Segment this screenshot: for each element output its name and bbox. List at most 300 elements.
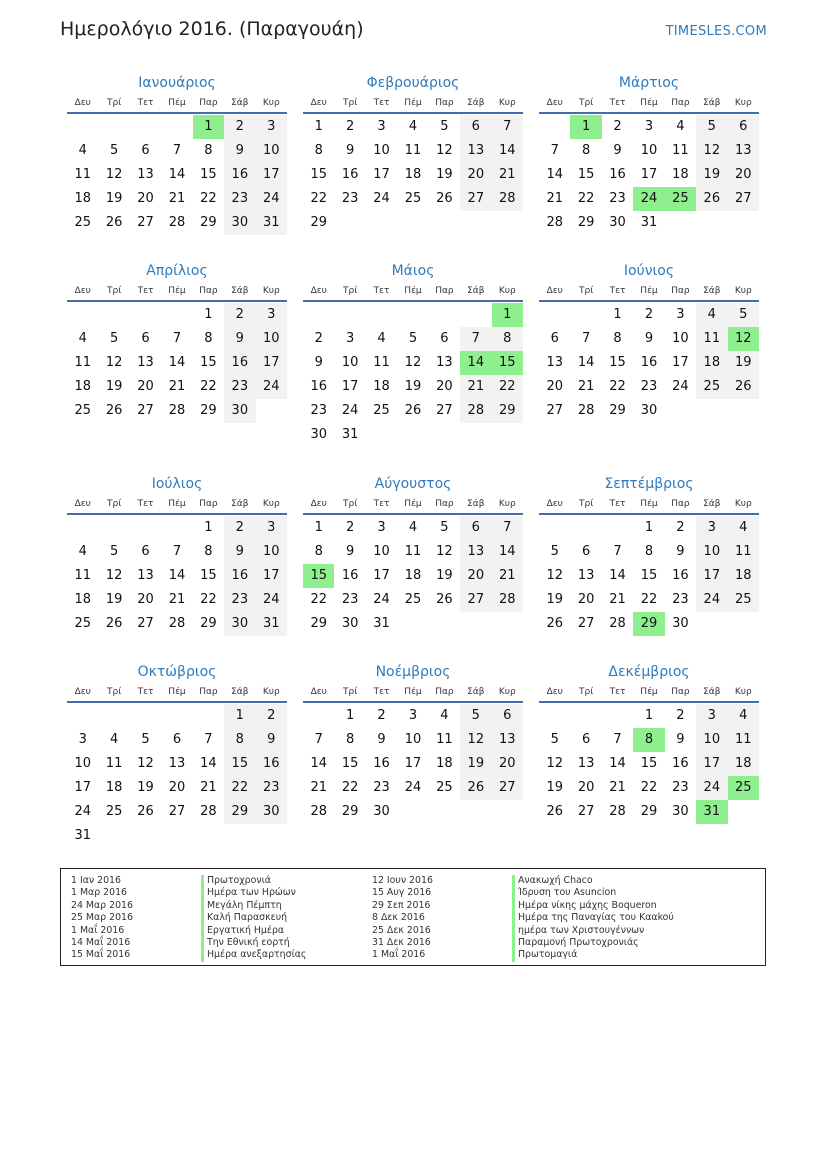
day-cell[interactable]: 28 <box>168 215 186 230</box>
day-cell[interactable]: 24 <box>341 403 359 418</box>
day-cell[interactable]: 9 <box>224 540 255 564</box>
day-cell[interactable]: 11 <box>74 355 91 370</box>
day-cell[interactable]: 7 <box>172 143 182 158</box>
day-cell[interactable]: 12 <box>404 355 422 370</box>
day-cell[interactable]: 5 <box>696 115 727 139</box>
day-cell[interactable]: 11 <box>728 728 759 752</box>
day-cell[interactable]: 12 <box>137 756 154 771</box>
day-cell[interactable]: 25 <box>696 375 727 399</box>
day-cell[interactable]: 31 <box>373 616 390 631</box>
day-cell[interactable]: 13 <box>460 540 491 564</box>
day-cell[interactable]: 6 <box>460 115 491 139</box>
day-cell[interactable]: 9 <box>644 331 654 346</box>
day-cell[interactable]: 20 <box>460 564 491 588</box>
day-cell[interactable]: 12 <box>436 143 453 158</box>
day-cell[interactable]: 16 <box>310 379 327 394</box>
day-cell[interactable]: 27 <box>137 215 154 230</box>
holiday-day-cell[interactable]: 8 <box>633 728 664 752</box>
day-cell[interactable]: 8 <box>492 327 523 351</box>
day-cell[interactable]: 9 <box>224 327 255 351</box>
day-cell[interactable]: 26 <box>436 592 453 607</box>
day-cell[interactable]: 31 <box>74 828 91 843</box>
day-cell[interactable]: 13 <box>577 756 595 771</box>
day-cell[interactable]: 8 <box>204 544 213 559</box>
day-cell[interactable]: 13 <box>460 139 491 163</box>
day-cell[interactable]: 9 <box>676 732 685 747</box>
brand-link[interactable]: TIMESLES.COM <box>665 24 767 39</box>
day-cell[interactable]: 9 <box>345 143 355 158</box>
day-cell[interactable]: 12 <box>105 355 123 370</box>
day-cell[interactable]: 2 <box>224 115 255 139</box>
day-cell[interactable]: 14 <box>168 568 186 583</box>
day-cell[interactable]: 30 <box>609 215 626 230</box>
day-cell[interactable]: 5 <box>460 704 491 728</box>
day-cell[interactable]: 30 <box>640 403 658 418</box>
day-cell[interactable]: 21 <box>492 163 523 187</box>
day-cell[interactable]: 9 <box>314 355 323 370</box>
day-cell[interactable]: 19 <box>404 379 422 394</box>
day-cell[interactable]: 5 <box>109 544 119 559</box>
day-cell[interactable]: 7 <box>172 544 182 559</box>
day-cell[interactable]: 10 <box>256 540 287 564</box>
day-cell[interactable]: 23 <box>341 592 359 607</box>
day-cell[interactable]: 14 <box>492 540 523 564</box>
day-cell[interactable]: 2 <box>644 307 654 322</box>
day-cell[interactable]: 10 <box>256 327 287 351</box>
day-cell[interactable]: 23 <box>373 780 390 795</box>
day-cell[interactable]: 25 <box>404 592 422 607</box>
day-cell[interactable]: 9 <box>377 732 386 747</box>
day-cell[interactable]: 7 <box>314 732 323 747</box>
day-cell[interactable]: 29 <box>609 403 626 418</box>
day-cell[interactable]: 16 <box>609 167 626 182</box>
day-cell[interactable]: 26 <box>728 375 759 399</box>
day-cell[interactable]: 22 <box>200 191 217 206</box>
day-cell[interactable]: 30 <box>224 211 255 235</box>
day-cell[interactable]: 22 <box>224 776 255 800</box>
day-cell[interactable]: 28 <box>168 616 186 631</box>
day-cell[interactable]: 19 <box>105 592 123 607</box>
day-cell[interactable]: 2 <box>345 520 355 535</box>
day-cell[interactable]: 22 <box>310 592 327 607</box>
day-cell[interactable]: 15 <box>577 167 595 182</box>
day-cell[interactable]: 10 <box>373 143 390 158</box>
day-cell[interactable]: 23 <box>672 780 689 795</box>
day-cell[interactable]: 27 <box>546 403 563 418</box>
day-cell[interactable]: 27 <box>577 616 595 631</box>
day-cell[interactable]: 21 <box>546 191 563 206</box>
day-cell[interactable]: 17 <box>640 167 658 182</box>
day-cell[interactable]: 2 <box>224 303 255 327</box>
day-cell[interactable]: 29 <box>224 800 255 824</box>
day-cell[interactable]: 19 <box>728 351 759 375</box>
day-cell[interactable]: 5 <box>550 732 559 747</box>
day-cell[interactable]: 29 <box>200 403 217 418</box>
day-cell[interactable]: 3 <box>644 119 654 134</box>
day-cell[interactable]: 17 <box>373 167 390 182</box>
holiday-day-cell[interactable]: 14 <box>460 351 491 375</box>
day-cell[interactable]: 11 <box>672 143 689 158</box>
day-cell[interactable]: 30 <box>341 616 359 631</box>
day-cell[interactable]: 10 <box>696 540 727 564</box>
day-cell[interactable]: 5 <box>550 544 559 559</box>
day-cell[interactable]: 18 <box>105 780 123 795</box>
day-cell[interactable]: 12 <box>105 568 123 583</box>
day-cell[interactable]: 2 <box>613 119 622 134</box>
day-cell[interactable]: 16 <box>224 564 255 588</box>
day-cell[interactable]: 6 <box>141 544 150 559</box>
day-cell[interactable]: 30 <box>224 399 255 423</box>
day-cell[interactable]: 18 <box>74 379 91 394</box>
day-cell[interactable]: 9 <box>613 143 622 158</box>
day-cell[interactable]: 3 <box>377 119 386 134</box>
day-cell[interactable]: 18 <box>74 191 91 206</box>
day-cell[interactable]: 24 <box>256 187 287 211</box>
day-cell[interactable]: 22 <box>341 780 359 795</box>
day-cell[interactable]: 22 <box>640 592 658 607</box>
day-cell[interactable]: 9 <box>345 544 355 559</box>
day-cell[interactable]: 11 <box>74 568 91 583</box>
day-cell[interactable]: 24 <box>696 776 727 800</box>
day-cell[interactable]: 1 <box>613 307 622 322</box>
day-cell[interactable]: 28 <box>609 616 626 631</box>
day-cell[interactable]: 20 <box>546 379 563 394</box>
day-cell[interactable]: 16 <box>373 756 390 771</box>
day-cell[interactable]: 3 <box>256 115 287 139</box>
day-cell[interactable]: 27 <box>492 776 523 800</box>
day-cell[interactable]: 13 <box>436 355 453 370</box>
day-cell[interactable]: 15 <box>224 752 255 776</box>
day-cell[interactable]: 27 <box>436 403 453 418</box>
day-cell[interactable]: 26 <box>696 187 727 211</box>
day-cell[interactable]: 3 <box>408 708 418 723</box>
day-cell[interactable]: 17 <box>74 780 91 795</box>
day-cell[interactable]: 16 <box>224 163 255 187</box>
day-cell[interactable]: 2 <box>676 708 685 723</box>
day-cell[interactable]: 24 <box>373 191 390 206</box>
day-cell[interactable]: 18 <box>436 756 453 771</box>
day-cell[interactable]: 1 <box>224 704 255 728</box>
day-cell[interactable]: 26 <box>105 403 123 418</box>
day-cell[interactable]: 18 <box>696 351 727 375</box>
day-cell[interactable]: 13 <box>492 728 523 752</box>
day-cell[interactable]: 24 <box>672 379 689 394</box>
day-cell[interactable]: 30 <box>256 800 287 824</box>
holiday-day-cell[interactable]: 12 <box>728 327 759 351</box>
day-cell[interactable]: 12 <box>696 139 727 163</box>
day-cell[interactable]: 25 <box>373 403 390 418</box>
day-cell[interactable]: 4 <box>78 544 87 559</box>
day-cell[interactable]: 3 <box>676 307 685 322</box>
day-cell[interactable]: 29 <box>341 804 359 819</box>
day-cell[interactable]: 1 <box>644 520 654 535</box>
day-cell[interactable]: 20 <box>137 379 154 394</box>
day-cell[interactable]: 14 <box>310 756 327 771</box>
day-cell[interactable]: 30 <box>672 616 689 631</box>
day-cell[interactable]: 27 <box>460 187 491 211</box>
day-cell[interactable]: 18 <box>728 752 759 776</box>
day-cell[interactable]: 12 <box>436 544 453 559</box>
day-cell[interactable]: 23 <box>224 187 255 211</box>
day-cell[interactable]: 17 <box>256 564 287 588</box>
day-cell[interactable]: 5 <box>109 143 119 158</box>
day-cell[interactable]: 14 <box>492 139 523 163</box>
day-cell[interactable]: 27 <box>460 588 491 612</box>
day-cell[interactable]: 13 <box>168 756 186 771</box>
day-cell[interactable]: 23 <box>640 379 658 394</box>
day-cell[interactable]: 18 <box>404 167 422 182</box>
day-cell[interactable]: 19 <box>105 379 123 394</box>
day-cell[interactable]: 29 <box>310 215 327 230</box>
day-cell[interactable]: 26 <box>137 804 154 819</box>
holiday-day-cell[interactable]: 25 <box>728 776 759 800</box>
day-cell[interactable]: 31 <box>256 612 287 636</box>
day-cell[interactable]: 15 <box>200 167 217 182</box>
day-cell[interactable]: 17 <box>404 756 422 771</box>
day-cell[interactable]: 27 <box>577 804 595 819</box>
day-cell[interactable]: 22 <box>200 379 217 394</box>
day-cell[interactable]: 28 <box>492 588 523 612</box>
day-cell[interactable]: 2 <box>224 516 255 540</box>
day-cell[interactable]: 25 <box>404 191 422 206</box>
day-cell[interactable]: 20 <box>137 592 154 607</box>
day-cell[interactable]: 6 <box>440 331 449 346</box>
day-cell[interactable]: 10 <box>404 732 422 747</box>
day-cell[interactable]: 27 <box>137 403 154 418</box>
day-cell[interactable]: 7 <box>204 732 213 747</box>
day-cell[interactable]: 30 <box>224 612 255 636</box>
day-cell[interactable]: 29 <box>492 399 523 423</box>
day-cell[interactable]: 6 <box>141 331 150 346</box>
day-cell[interactable]: 5 <box>440 119 449 134</box>
day-cell[interactable]: 6 <box>460 516 491 540</box>
day-cell[interactable]: 6 <box>581 732 591 747</box>
day-cell[interactable]: 17 <box>341 379 359 394</box>
holiday-day-cell[interactable]: 24 <box>633 187 664 211</box>
day-cell[interactable]: 15 <box>310 167 327 182</box>
day-cell[interactable]: 15 <box>341 756 359 771</box>
day-cell[interactable]: 3 <box>256 516 287 540</box>
day-cell[interactable]: 7 <box>550 143 559 158</box>
day-cell[interactable]: 3 <box>78 732 87 747</box>
day-cell[interactable]: 21 <box>609 592 626 607</box>
day-cell[interactable]: 12 <box>105 167 123 182</box>
day-cell[interactable]: 28 <box>460 399 491 423</box>
day-cell[interactable]: 14 <box>168 355 186 370</box>
day-cell[interactable]: 24 <box>256 588 287 612</box>
day-cell[interactable]: 1 <box>314 520 323 535</box>
day-cell[interactable]: 23 <box>609 191 626 206</box>
holiday-day-cell[interactable]: 15 <box>303 564 334 588</box>
day-cell[interactable]: 21 <box>168 379 186 394</box>
day-cell[interactable]: 6 <box>141 143 150 158</box>
day-cell[interactable]: 27 <box>137 616 154 631</box>
day-cell[interactable]: 7 <box>172 331 182 346</box>
day-cell[interactable]: 9 <box>256 728 287 752</box>
day-cell[interactable]: 17 <box>696 564 727 588</box>
day-cell[interactable]: 2 <box>377 708 386 723</box>
day-cell[interactable]: 24 <box>404 780 422 795</box>
day-cell[interactable]: 8 <box>644 544 654 559</box>
day-cell[interactable]: 25 <box>74 403 91 418</box>
day-cell[interactable]: 14 <box>577 355 595 370</box>
day-cell[interactable]: 8 <box>204 143 213 158</box>
day-cell[interactable]: 20 <box>436 379 453 394</box>
day-cell[interactable]: 11 <box>728 540 759 564</box>
day-cell[interactable]: 10 <box>640 143 658 158</box>
day-cell[interactable]: 30 <box>373 804 390 819</box>
day-cell[interactable]: 31 <box>341 427 359 442</box>
day-cell[interactable]: 19 <box>460 752 491 776</box>
day-cell[interactable]: 1 <box>644 708 654 723</box>
day-cell[interactable]: 26 <box>404 403 422 418</box>
day-cell[interactable]: 26 <box>546 616 563 631</box>
day-cell[interactable]: 29 <box>200 616 217 631</box>
day-cell[interactable]: 20 <box>728 163 759 187</box>
day-cell[interactable]: 4 <box>728 516 759 540</box>
day-cell[interactable]: 3 <box>696 704 727 728</box>
day-cell[interactable]: 14 <box>200 756 217 771</box>
day-cell[interactable]: 4 <box>440 708 449 723</box>
day-cell[interactable]: 13 <box>137 355 154 370</box>
day-cell[interactable]: 8 <box>314 544 323 559</box>
day-cell[interactable]: 8 <box>314 143 323 158</box>
day-cell[interactable]: 1 <box>314 119 323 134</box>
day-cell[interactable]: 23 <box>341 191 359 206</box>
day-cell[interactable]: 4 <box>676 119 685 134</box>
day-cell[interactable]: 25 <box>105 804 123 819</box>
day-cell[interactable]: 29 <box>577 215 595 230</box>
day-cell[interactable]: 14 <box>168 167 186 182</box>
day-cell[interactable]: 25 <box>728 588 759 612</box>
day-cell[interactable]: 8 <box>204 331 213 346</box>
day-cell[interactable]: 5 <box>440 520 449 535</box>
day-cell[interactable]: 20 <box>577 780 595 795</box>
day-cell[interactable]: 21 <box>609 780 626 795</box>
day-cell[interactable]: 31 <box>640 215 658 230</box>
day-cell[interactable]: 12 <box>546 568 563 583</box>
day-cell[interactable]: 1 <box>345 708 355 723</box>
day-cell[interactable]: 29 <box>310 616 327 631</box>
day-cell[interactable]: 29 <box>200 215 217 230</box>
day-cell[interactable]: 15 <box>200 568 217 583</box>
day-cell[interactable]: 22 <box>310 191 327 206</box>
day-cell[interactable]: 11 <box>404 544 422 559</box>
day-cell[interactable]: 22 <box>640 780 658 795</box>
day-cell[interactable]: 16 <box>224 351 255 375</box>
day-cell[interactable]: 28 <box>492 187 523 211</box>
day-cell[interactable]: 9 <box>224 139 255 163</box>
day-cell[interactable]: 7 <box>613 732 622 747</box>
day-cell[interactable]: 21 <box>200 780 217 795</box>
day-cell[interactable]: 4 <box>728 704 759 728</box>
day-cell[interactable]: 3 <box>377 520 386 535</box>
day-cell[interactable]: 7 <box>492 115 523 139</box>
day-cell[interactable]: 4 <box>377 331 386 346</box>
day-cell[interactable]: 14 <box>609 568 626 583</box>
day-cell[interactable]: 19 <box>436 167 453 182</box>
day-cell[interactable]: 31 <box>256 211 287 235</box>
day-cell[interactable]: 23 <box>672 592 689 607</box>
day-cell[interactable]: 28 <box>546 215 563 230</box>
day-cell[interactable]: 28 <box>310 804 327 819</box>
day-cell[interactable]: 23 <box>256 776 287 800</box>
day-cell[interactable]: 8 <box>613 331 622 346</box>
day-cell[interactable]: 3 <box>345 331 355 346</box>
day-cell[interactable]: 12 <box>460 728 491 752</box>
day-cell[interactable]: 17 <box>256 163 287 187</box>
day-cell[interactable]: 16 <box>341 568 359 583</box>
day-cell[interactable]: 4 <box>408 119 418 134</box>
day-cell[interactable]: 19 <box>696 163 727 187</box>
day-cell[interactable]: 2 <box>345 119 355 134</box>
day-cell[interactable]: 8 <box>345 732 355 747</box>
day-cell[interactable]: 21 <box>310 780 327 795</box>
day-cell[interactable]: 20 <box>168 780 186 795</box>
day-cell[interactable]: 17 <box>672 355 689 370</box>
day-cell[interactable]: 17 <box>373 568 390 583</box>
day-cell[interactable]: 1 <box>204 307 213 322</box>
day-cell[interactable]: 20 <box>492 752 523 776</box>
day-cell[interactable]: 6 <box>172 732 182 747</box>
day-cell[interactable]: 15 <box>200 355 217 370</box>
day-cell[interactable]: 16 <box>640 355 658 370</box>
day-cell[interactable]: 8 <box>224 728 255 752</box>
day-cell[interactable]: 6 <box>492 704 523 728</box>
day-cell[interactable]: 15 <box>640 756 658 771</box>
day-cell[interactable]: 15 <box>609 355 626 370</box>
day-cell[interactable]: 2 <box>314 331 323 346</box>
day-cell[interactable]: 26 <box>105 616 123 631</box>
day-cell[interactable]: 26 <box>436 191 453 206</box>
day-cell[interactable]: 10 <box>672 331 689 346</box>
day-cell[interactable]: 11 <box>404 143 422 158</box>
day-cell[interactable]: 13 <box>137 167 154 182</box>
day-cell[interactable]: 5 <box>408 331 418 346</box>
day-cell[interactable]: 5 <box>728 303 759 327</box>
day-cell[interactable]: 18 <box>404 568 422 583</box>
day-cell[interactable]: 22 <box>609 379 626 394</box>
day-cell[interactable]: 16 <box>341 167 359 182</box>
day-cell[interactable]: 18 <box>672 167 689 182</box>
day-cell[interactable]: 14 <box>609 756 626 771</box>
day-cell[interactable]: 15 <box>640 568 658 583</box>
day-cell[interactable]: 21 <box>492 564 523 588</box>
day-cell[interactable]: 24 <box>696 588 727 612</box>
day-cell[interactable]: 11 <box>74 167 91 182</box>
day-cell[interactable]: 20 <box>577 592 595 607</box>
day-cell[interactable]: 6 <box>581 544 591 559</box>
holiday-day-cell[interactable]: 1 <box>193 115 224 139</box>
day-cell[interactable]: 25 <box>74 215 91 230</box>
day-cell[interactable]: 22 <box>577 191 595 206</box>
day-cell[interactable]: 3 <box>256 303 287 327</box>
day-cell[interactable]: 13 <box>728 139 759 163</box>
day-cell[interactable]: 13 <box>546 355 563 370</box>
day-cell[interactable]: 5 <box>141 732 150 747</box>
day-cell[interactable]: 11 <box>696 327 727 351</box>
day-cell[interactable]: 26 <box>105 215 123 230</box>
day-cell[interactable]: 11 <box>373 355 390 370</box>
holiday-day-cell[interactable]: 29 <box>633 612 664 636</box>
day-cell[interactable]: 17 <box>696 752 727 776</box>
day-cell[interactable]: 23 <box>224 588 255 612</box>
day-cell[interactable]: 7 <box>581 331 591 346</box>
day-cell[interactable]: 4 <box>408 520 418 535</box>
day-cell[interactable]: 4 <box>109 732 119 747</box>
day-cell[interactable]: 25 <box>436 780 453 795</box>
day-cell[interactable]: 4 <box>78 331 87 346</box>
